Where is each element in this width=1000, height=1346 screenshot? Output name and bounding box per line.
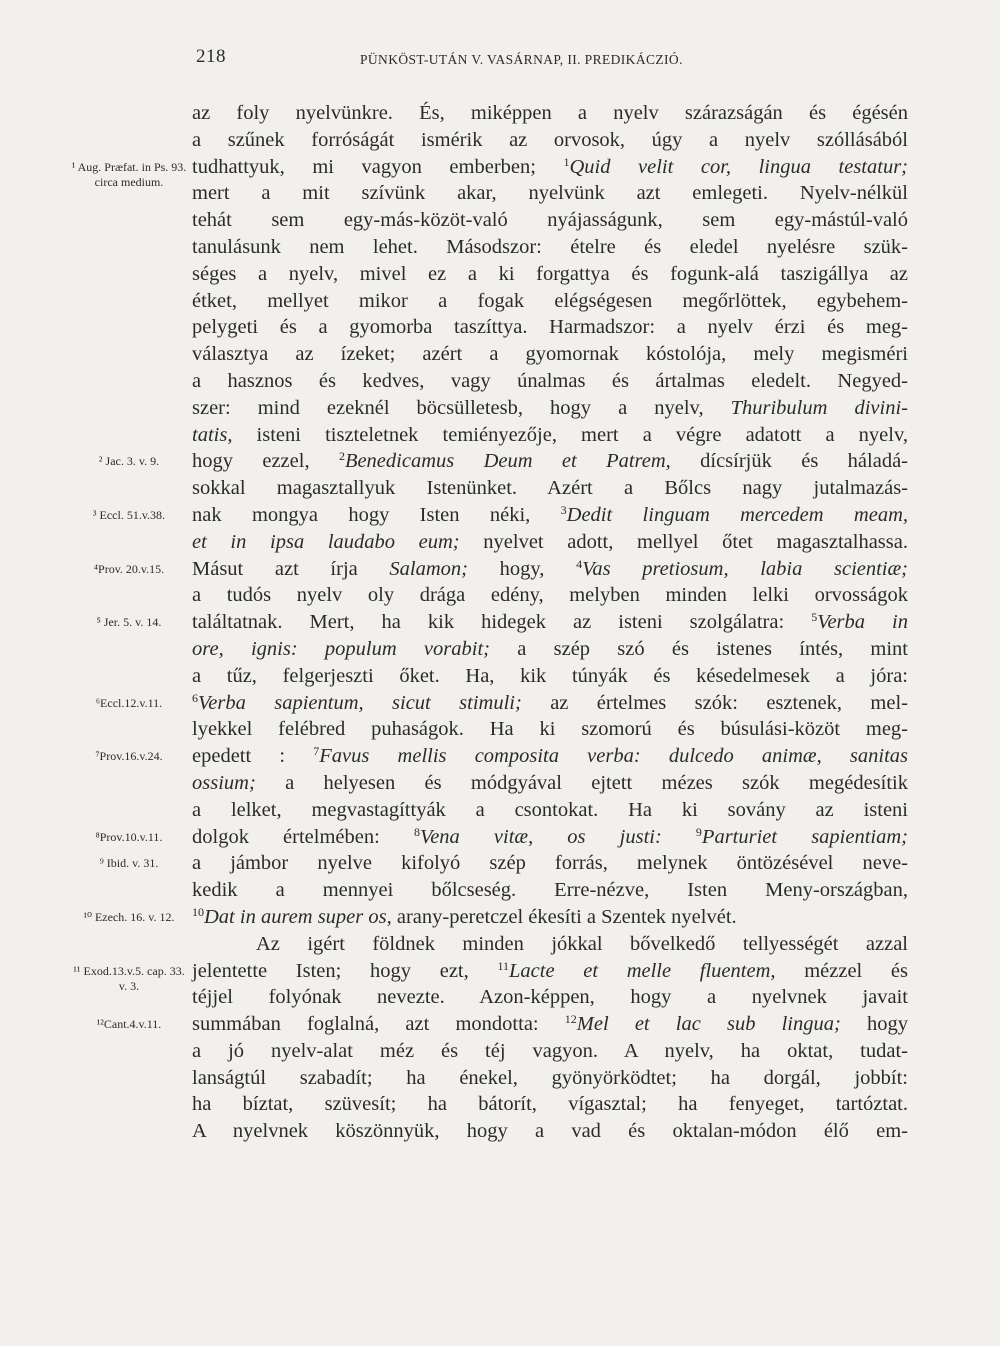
- text-line: [192, 395, 908, 422]
- text-line: [192, 100, 908, 127]
- text-run: mert a mit szívünk akar, nyelvünk azt emlegeti. Nyelv-nélkül: [192, 182, 908, 205]
- text-line: [192, 502, 908, 529]
- margin-reference: ⁵ Jer. 5. v. 14.: [96, 615, 162, 630]
- running-title: PÜNKÖST-UTÁN V. VASÁRNAP, II. PREDIKÁCZIÓ.: [360, 52, 683, 67]
- text-run: lanságtúl szabadít; ha énekel, gyönyörködtet; ha dorgál, jobbít:: [192, 1066, 908, 1089]
- text-run: mézzel és: [775, 959, 909, 982]
- page-number: 218: [196, 46, 226, 67]
- text-line: [192, 207, 908, 234]
- text-line: [192, 556, 908, 583]
- margin-reference: ¹¹ Exod.13.v.5. cap. 33. v. 3.: [73, 963, 185, 993]
- text-run: szer: mind ezeknél böcsülletesb, hogy a nyelv,: [192, 396, 731, 419]
- footnote-marker: 11: [497, 958, 509, 973]
- text-run: téjjel folyónak nevezte. Azon-képpen, hogy a nyelvnek javait: [192, 986, 908, 1009]
- text-run: hogy,: [467, 557, 577, 580]
- margin-reference: ¹⁰ Ezech. 16. v. 12.: [83, 910, 175, 924]
- latin-quote: Favus mellis composita verba: dulcedo animæ, sanitas: [319, 745, 908, 768]
- text-run: summában foglalná, azt mondotta:: [192, 1013, 565, 1036]
- text-line: [192, 1065, 908, 1092]
- text-line: [192, 850, 908, 877]
- text-line: [192, 529, 908, 556]
- latin-quote: Verba sapientum, sicut stimuli;: [198, 691, 522, 714]
- text-run: arany-peretczel ékesíti a Szentek nyelvét.: [391, 905, 737, 928]
- text-run: Az igért földnek minden jókkal bővelkedő tellyességét azzal: [256, 932, 908, 955]
- text-run: pelygeti és a gyomorba taszíttya. Harmadszor: a nyelv érzi és meg-: [192, 316, 908, 339]
- text-line: [192, 475, 908, 502]
- text-run: a tudós nyelv oly drága edény, melyben minden lelki orvosságok: [192, 584, 908, 607]
- text-line: [192, 690, 908, 717]
- text-line: [192, 368, 908, 395]
- margin-reference: ⁹ Ibid. v. 31.: [99, 856, 159, 871]
- text-line: [192, 1038, 908, 1065]
- text-run: hogy: [840, 1013, 909, 1036]
- latin-quote: Dedit linguam mercedem meam,: [566, 503, 908, 526]
- text-run: hogy ezzel,: [192, 450, 339, 473]
- text-line: [192, 958, 908, 985]
- footnote-marker: 7: [313, 744, 320, 759]
- text-line: [192, 341, 908, 368]
- footnote-marker: 1: [563, 154, 570, 169]
- text-run: kedik a mennyei bőlcseség. Erre-nézve, Isten Meny-országban,: [192, 879, 908, 902]
- text-run: a helyesen és módgyával ejtett mézes szók megédesítik: [255, 771, 908, 794]
- latin-quote: Vas pretiosum, labia scientiæ;: [582, 557, 909, 580]
- footnote-marker: 4: [576, 556, 583, 571]
- text-run: tanulásunk nem lehet. Másodszor: ételre és eledel nyelésre szük-: [192, 235, 908, 258]
- text-run: az értelmes szók: esztenek, mel-: [521, 691, 908, 714]
- text-line: [192, 770, 908, 797]
- footnote-marker: 12: [564, 1012, 577, 1027]
- text-run: dolgok értelmében:: [192, 825, 414, 848]
- latin-quote: Vena vitæ, os justi:: [419, 825, 696, 848]
- footnote-marker: 10: [192, 904, 204, 919]
- latin-quote: Verba in: [817, 611, 908, 634]
- text-line: [192, 288, 908, 315]
- text-run: séges a nyelv, mivel ez a ki forgattya és fogunk-alá taszigállya az: [192, 262, 908, 285]
- footnote-marker: 8: [413, 824, 420, 839]
- text-run: választya az ízeket; azért a gyomornak kóstolója, mely megisméri: [192, 343, 908, 366]
- text-run: Másut azt írja: [192, 557, 390, 580]
- margin-reference: ⁶Eccl.12.v.11.: [95, 695, 163, 710]
- latin-quote: Thuribulum divini-: [730, 396, 908, 419]
- latin-quote: ore, ignis: populum vorabit;: [192, 637, 490, 660]
- footnote-marker: 3: [560, 502, 567, 517]
- text-line: [192, 1091, 908, 1118]
- text-run: jelentette Isten; hogy ezt,: [192, 959, 498, 982]
- text-line: [192, 422, 908, 449]
- text-line: [192, 448, 908, 475]
- text-run: sokkal magasztallyuk Istenünket. Azért a Bőlcs nagy jutalmazás-: [192, 477, 908, 500]
- text-line: [192, 582, 908, 609]
- margin-reference: ³ Eccl. 51.v.38.: [92, 508, 166, 522]
- text-line: [192, 609, 908, 636]
- footnote-marker: 9: [695, 824, 702, 839]
- text-run: ha bíztat, szüvesít; ha bátorít, vígasztal; ha fenyeget, tartóztat.: [192, 1093, 908, 1116]
- text-run: a tűz, felgerjeszti őket. Ha, kik túnyák és késedelmesek a jóra:: [192, 664, 908, 687]
- text-run: a szép szó és istenes íntés, mint: [489, 637, 908, 660]
- margin-reference: ¹²Cant.4.v.11.: [96, 1017, 162, 1032]
- text-line: [192, 261, 908, 288]
- text-line: [192, 877, 908, 904]
- text-run: tudhattyuk, mi vagyon emberben;: [192, 155, 564, 178]
- text-run: a hasznos és kedves, vagy únalmas és ártalmas eledelt. Negyed-: [192, 369, 908, 392]
- margin-reference: ⁷Prov.16.v.24.: [95, 749, 163, 764]
- margin-reference: ⁴Prov. 20.v.15.: [93, 561, 165, 576]
- latin-quote: Benedicamus Deum et Patrem,: [344, 450, 671, 473]
- text-run: étket, mellyet mikor a fogak elégségesen megőrlöttek, egybehem-: [192, 289, 908, 312]
- footnote-marker: 6: [192, 690, 198, 705]
- margin-reference: ⁸Prov.10.v.11.: [95, 829, 163, 844]
- margin-reference: ¹ Aug. Præfat. in Ps. 93. circa medium.: [71, 159, 187, 189]
- text-run: A nyelvnek köszönnyük, hogy a vad és oktalan-módon élő em-: [192, 1120, 908, 1143]
- text-run: nak mongya hogy Isten néki,: [192, 503, 561, 526]
- text-run: a lelket, megvastagíttyák a csontokat. Ha ki sovány az isteni: [192, 798, 908, 821]
- text-run: találtatnak. Mert, ha kik hidegek az isteni szolgálatra:: [192, 611, 812, 634]
- latin-quote: tatis,: [192, 423, 233, 446]
- text-run: epedett :: [192, 745, 314, 768]
- text-line: [192, 743, 908, 770]
- text-run: a jó nyelv-alat méz és téj vagyon. A nyelv, ha oktat, tudat-: [192, 1039, 908, 1062]
- text-line: [192, 636, 908, 663]
- latin-quote: Salamon;: [389, 557, 468, 580]
- text-line: [192, 984, 908, 1011]
- text-line: [192, 797, 908, 824]
- text-line: [192, 904, 908, 931]
- latin-quote: et in ipsa laudabo eum;: [192, 530, 460, 553]
- text-line: [192, 314, 908, 341]
- latin-quote: Dat in aurem super os,: [204, 905, 392, 928]
- text-run: a jámbor nyelve kifolyó szép forrás, melynek öntözésével neve-: [192, 852, 908, 875]
- text-run: a szűnek forróságát ismérik az orvosok, úgy a nyelv szóllásából: [192, 128, 908, 151]
- footnote-marker: 5: [811, 610, 818, 625]
- text-line: [192, 716, 908, 743]
- text-line: [192, 1118, 908, 1145]
- margin-reference: ² Jac. 3. v. 9.: [98, 454, 160, 469]
- latin-quote: Quid velit cor, lingua testatur;: [569, 155, 908, 178]
- latin-quote: Mel et lac sub lingua;: [576, 1013, 841, 1036]
- text-line: [192, 154, 908, 181]
- text-line: [192, 1011, 908, 1038]
- latin-quote: Parturiet sapientiam;: [701, 825, 908, 848]
- latin-quote: Lacte et melle fluentem,: [509, 959, 776, 982]
- text-run: az foly nyelvünkre. És, miképpen a nyelv szárazságán és égésén: [192, 102, 908, 124]
- text-line: [192, 180, 908, 207]
- text-line: [192, 824, 908, 851]
- text-line: [192, 127, 908, 154]
- text-line: [192, 234, 908, 261]
- body-text: [192, 100, 908, 1145]
- text-run: dícsírjük és háladá-: [670, 450, 908, 473]
- text-run: isteni tiszteletnek temiényezője, mert a végre adatott a nyelv,: [232, 423, 908, 446]
- text-run: lyekkel felébred puhaságok. Ha ki szomorú és búsulási-közöt meg-: [192, 718, 908, 741]
- footnote-marker: 2: [338, 449, 345, 464]
- text-line: [192, 663, 908, 690]
- text-line: [192, 931, 908, 958]
- text-run: nyelvet adott, mellyel őtet magasztalhassa.: [459, 530, 908, 553]
- text-run: tehát sem egy-más-közöt-való nyájasságunk, sem egy-mástúl-való: [192, 209, 908, 232]
- latin-quote: ossium;: [192, 771, 256, 794]
